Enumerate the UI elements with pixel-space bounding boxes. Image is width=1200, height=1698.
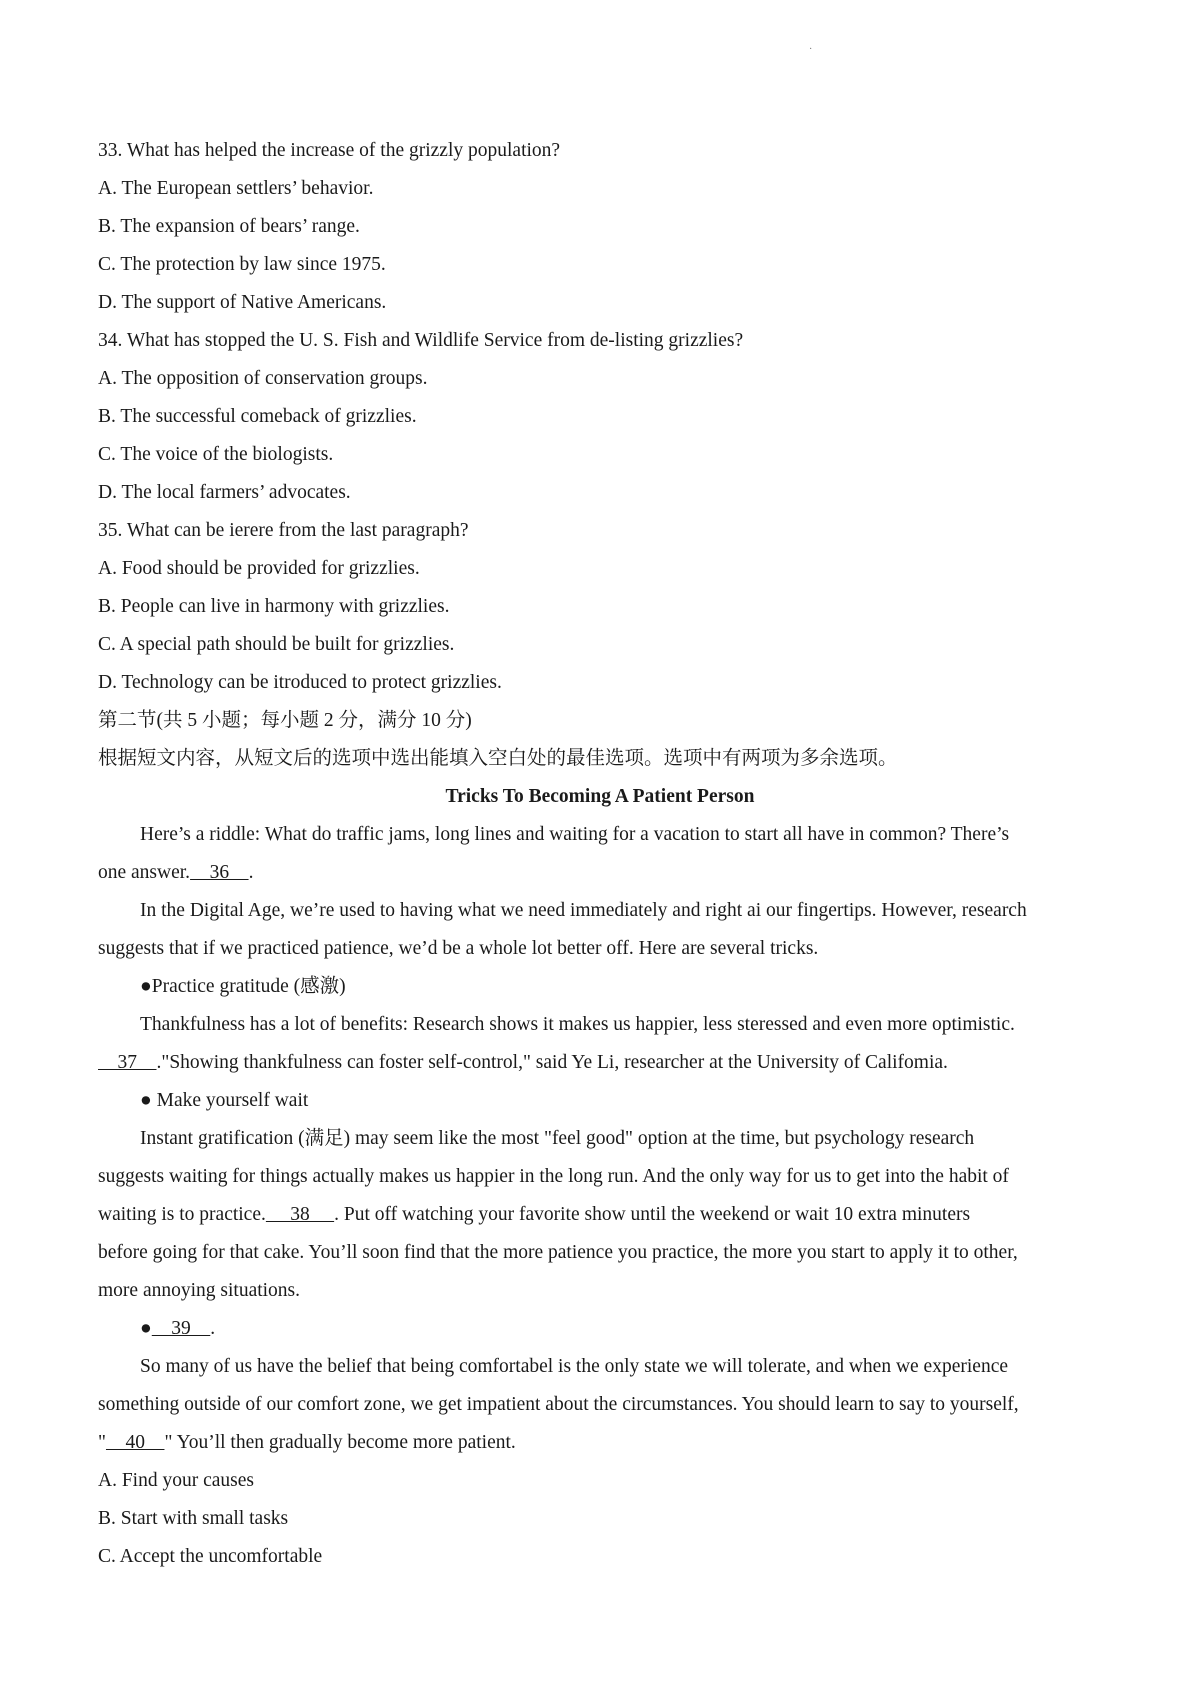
blank-37: 37 bbox=[98, 1052, 157, 1073]
paragraph-4-line-1: Instant gratification (满足) may seem like the most "feel good" option at the time, but psychology research bbox=[140, 1128, 975, 1149]
question-33: 33. What has helped the increase of the grizzly population? bbox=[98, 140, 561, 161]
bullet-practice-gratitude: ●Practice gratitude (感激) bbox=[140, 976, 346, 997]
question-34-option-a: A. The opposition of conservation groups. bbox=[98, 368, 428, 389]
blank-39: 39 bbox=[151, 1318, 211, 1339]
bullet-blank-39: ● 39 . bbox=[140, 1318, 216, 1339]
paragraph-2-line-2: suggests that if we practiced patience, we’d be a whole lot better off. Here are several tricks. bbox=[98, 938, 819, 959]
paragraph-1-line-2: one answer. 36 . bbox=[98, 862, 254, 883]
paragraph-5-line-3: " 40 " You’ll then gradually become more patient. bbox=[98, 1432, 516, 1453]
blank-36: 36 bbox=[190, 862, 249, 883]
question-34-option-d: D. The local farmers’ advocates. bbox=[98, 482, 351, 503]
question-33-option-c: C. The protection by law since 1975. bbox=[98, 254, 386, 275]
article-title: Tricks To Becoming A Patient Person bbox=[445, 786, 755, 807]
question-35-option-c: C. A special path should be built for grizzlies. bbox=[98, 634, 455, 655]
paragraph-3-line-1: Thankfulness has a lot of benefits: Research shows it makes us happier, less steressed and even more optimistic. bbox=[140, 1014, 1015, 1035]
question-35-option-a: A. Food should be provided for grizzlies. bbox=[98, 558, 420, 579]
paragraph-5-line-2: something outside of our comfort zone, we get impatient about the circumstances. You should learn to say to yourself, bbox=[98, 1394, 1019, 1415]
header-mark: · bbox=[809, 44, 813, 55]
paragraph-4-line-4: before going for that cake. You’ll soon find that the more patience you practice, the more you start to apply it to other, bbox=[98, 1242, 1018, 1263]
blank-38: 38 bbox=[265, 1204, 335, 1225]
paragraph-1-line-1: Here’s a riddle: What do traffic jams, long lines and waiting for a vacation to start all have in common? There’s bbox=[140, 824, 1010, 845]
section-instruction: 根据短文内容，从短文后的选项中选出能填入空白处的最佳选项。选项中有两项为多余选项。 bbox=[98, 748, 898, 769]
question-34-option-b: B. The successful comeback of grizzlies. bbox=[98, 406, 417, 427]
paragraph-3-line-2: 37 ."Showing thankfulness can foster self-control," said Ye Li, researcher at the University of Califomia. bbox=[98, 1052, 948, 1073]
answer-option-c: C. Accept the uncomfortable bbox=[98, 1546, 323, 1567]
paragraph-4-line-3: waiting is to practice. 38 . Put off watching your favorite show until the weekend or wait 10 extra minuters bbox=[98, 1204, 971, 1225]
answer-option-a: A. Find your causes bbox=[98, 1470, 254, 1491]
bullet-make-yourself-wait: ● Make yourself wait bbox=[140, 1090, 309, 1111]
paragraph-4-line-5: more annoying situations. bbox=[98, 1280, 301, 1301]
question-33-option-b: B. The expansion of bears’ range. bbox=[98, 216, 360, 237]
question-34-option-c: C. The voice of the biologists. bbox=[98, 444, 334, 465]
paragraph-4-line-2: suggests waiting for things actually makes us happier in the long run. And the only way for us to get into the habit of bbox=[98, 1166, 1009, 1187]
question-35: 35. What can be ierere from the last paragraph? bbox=[98, 520, 469, 541]
question-35-option-d: D. Technology can be itroduced to protect grizzlies. bbox=[98, 672, 502, 693]
question-33-option-a: A. The European settlers’ behavior. bbox=[98, 178, 374, 199]
answer-option-b: B. Start with small tasks bbox=[98, 1508, 289, 1529]
paragraph-2-line-1: In the Digital Age, we’re used to having what we need immediately and right ai our fingertips. However, research bbox=[140, 900, 1027, 921]
question-35-option-b: B. People can live in harmony with grizzlies. bbox=[98, 596, 450, 617]
blank-40: 40 bbox=[105, 1432, 165, 1453]
section-heading: 第二节(共 5 小题；每小题 2 分，满分 10 分) bbox=[98, 710, 472, 731]
question-33-option-d: D. The support of Native Americans. bbox=[98, 292, 387, 313]
paragraph-5-line-1: So many of us have the belief that being comfortabel is the only state we will tolerate, and when we experience bbox=[140, 1356, 1008, 1377]
question-34: 34. What has stopped the U. S. Fish and Wildlife Service from de-listing grizzlies? bbox=[98, 330, 744, 351]
